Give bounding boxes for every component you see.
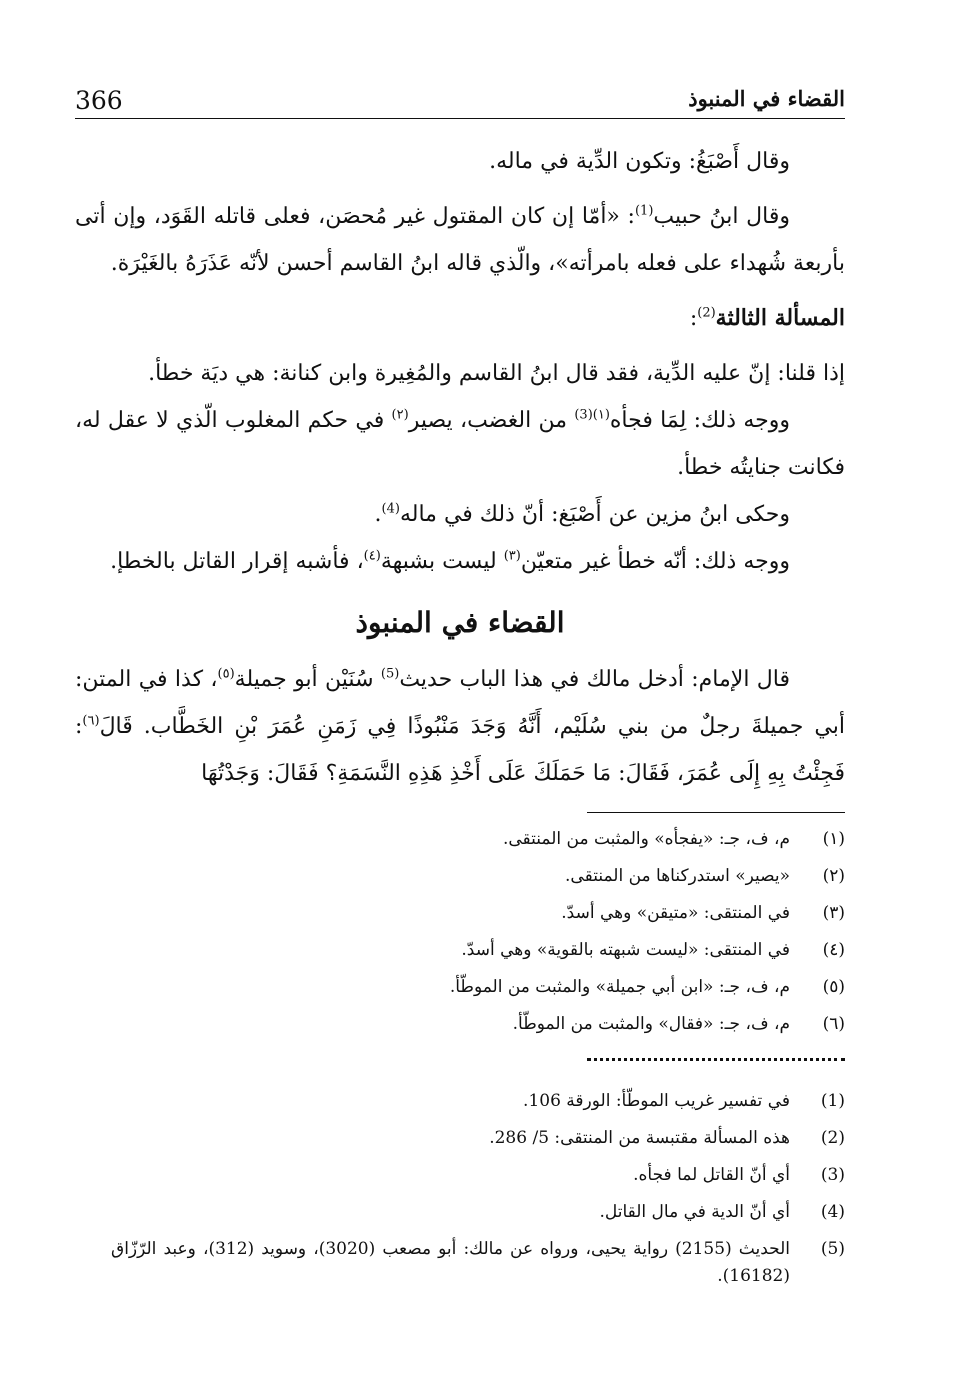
- footnote-ref: (٥): [217, 666, 235, 682]
- editor-footnotes: [111, 1088, 845, 1290]
- paragraph: [75, 538, 845, 585]
- footnote-text: م، ف، جـ: «فقال» والمثبت من الموطّأ.: [512, 1014, 790, 1034]
- paragraph-text: من الغضب، يصير: [408, 408, 575, 433]
- paragraph-text: : «أمّا إن كان المقتول غير مُحصَن، فعلى قاتله القَوَد، وإن أتى بأربعة شُهداء على فعله بامرأته»، والّذي قاله ابنُ القاسم أحسن لأنّه عَذَرَهُ بالغَيْرَة.: [75, 204, 845, 276]
- paragraph-text: ، كذا في المتن: أبي جميلةَ رجلٌ من بني سُلَيْم، أَنَّهُ وَجَدَ مَنْبُوذًا فِي زَمَنِ عُمَرَ بْنِ الخَطَّاب. قَالَ: [75, 667, 845, 739]
- main-text: [75, 138, 845, 585]
- footnote: [111, 1011, 845, 1048]
- subheading: [75, 295, 845, 342]
- footnote-ref: (٣): [503, 548, 521, 564]
- footnote-number: (٤): [822, 940, 845, 960]
- footnote-text: هذه المسألة مقتبسة من المنتقى: 5/ 286.: [489, 1128, 790, 1148]
- paragraph-text: سُنَيْن أبو جميلة: [234, 667, 381, 692]
- paragraph: [75, 193, 845, 287]
- footnote: [111, 937, 845, 974]
- footnote-text: أي أنّ القاتل لما فجأه.: [633, 1165, 790, 1185]
- paragraph-text: ليست بشبهة: [380, 549, 504, 574]
- footnote-number: (3): [820, 1165, 845, 1185]
- footnote-text: م، ف، جـ: «يفجأه» والمثبت من المنتقى.: [502, 829, 790, 849]
- footnote-number: (١): [822, 829, 845, 849]
- footnote: [111, 1236, 845, 1290]
- footnote-ref: (٤): [363, 548, 381, 564]
- footnote-text: أي أنّ الدية في مال القاتل.: [599, 1202, 790, 1222]
- page-number: 366: [75, 86, 123, 115]
- paragraph-text: وقال أَصْبَغُ: وتكون الدِّية في ماله.: [489, 149, 790, 174]
- footnote-text: في المنتقى: «متيقن» وهي أسدّ.: [561, 903, 790, 923]
- paragraph-text: في حكم المغلوب الّذي لا عقل له، فكانت جنايتُه خطأ.: [75, 408, 845, 480]
- footnote: [111, 1125, 845, 1162]
- footnote-ref: (١)(3): [574, 407, 610, 423]
- footnote: [111, 863, 845, 900]
- running-title: القضاء في المنبوذ: [688, 86, 845, 111]
- footnote: [111, 826, 845, 863]
- footnote-number: (1): [820, 1091, 845, 1111]
- footnote: [111, 1088, 845, 1125]
- manuscript-footnotes: [111, 826, 845, 1048]
- paragraph-text: .: [374, 502, 382, 527]
- footnote-number: (٥): [822, 977, 845, 997]
- footnote-divider: [587, 812, 845, 813]
- footnote-number: (4): [820, 1202, 845, 1222]
- footnote: [111, 1199, 845, 1236]
- footnote: [111, 1162, 845, 1199]
- subheading-colon: :: [689, 306, 698, 331]
- footnote-ref: (5): [380, 666, 400, 682]
- footnote-number: (٢): [822, 866, 845, 886]
- footnote-ref: (4): [381, 501, 400, 517]
- footnote-ref: (1): [634, 203, 654, 219]
- paragraph-text: ووجه ذلك: لِمَا فجأه: [609, 408, 790, 433]
- footnote-text: في المنتقى: «ليست شبهته بالقوية» وهي أسدّ.: [461, 940, 790, 960]
- footnote-text: في تفسير غريب الموطّأ: الورقة 106.: [523, 1091, 790, 1111]
- paragraph: [75, 138, 845, 185]
- footnote-number: (5): [820, 1239, 845, 1259]
- footnote-text: م، ف، جـ: «ابن أبي جميلة» والمثبت من الموطّأ.: [449, 977, 790, 997]
- footnote-ref: (٢): [391, 407, 409, 423]
- footnote: [111, 974, 845, 1011]
- paragraph-text: ، فأشبه إقرار القاتل بالخطإ.: [110, 549, 364, 574]
- footnote-ref: (2): [697, 305, 716, 321]
- paragraph-text: قال الإمام: أدخل مالك في هذا الباب حديث: [399, 667, 791, 692]
- section-text: [75, 656, 845, 797]
- paragraph: [75, 491, 845, 538]
- footnote-dotted-divider: [587, 1058, 845, 1064]
- paragraph-text: وحكى ابنُ مزين عن أَصْبَغ: أنّ ذلك في ماله: [399, 502, 790, 527]
- paragraph: [75, 656, 845, 797]
- paragraph-text: إذا قلنا: إنّ عليه الدِّية، فقد قال ابنُ القاسم والمُغِيرة وابن كنانة: هي ديَة خطأ.: [148, 361, 845, 386]
- footnote-text: الحديث (2155) رواية يحيى، ورواه عن مالك: أبو مصعب (3020)، وسويد (312)، وعبد الرّزّاق (16182).: [111, 1239, 790, 1286]
- section-title: القضاء في المنبوذ: [355, 606, 565, 639]
- page-header: [75, 78, 845, 119]
- footnote-ref: (٦): [82, 713, 100, 729]
- paragraph: [75, 350, 845, 397]
- subheading-text: المسألة الثالثة: [715, 305, 845, 331]
- footnote-number: (٦): [822, 1014, 845, 1034]
- footnote-text: «يصير» استدركناها من المنتقى.: [565, 866, 790, 886]
- footnote: [111, 900, 845, 937]
- paragraph-text: وقال ابنُ حبيب: [653, 204, 791, 229]
- paragraph: [75, 397, 845, 491]
- footnote-number: (2): [820, 1128, 845, 1148]
- paragraph-text: : فَجِئْتُ بِهِ إِلَى عُمَرَ، فَقَالَ: مَا حَمَلَكَ عَلَى أَخْذِ هَذِهِ النَّسَمَةِ؟ فَقَالَ: وَجَدْتُهَا: [75, 714, 845, 786]
- paragraph-text: ووجه ذلك: أنّه خطأ غير متعيّن: [520, 549, 790, 574]
- footnote-number: (٣): [822, 903, 845, 923]
